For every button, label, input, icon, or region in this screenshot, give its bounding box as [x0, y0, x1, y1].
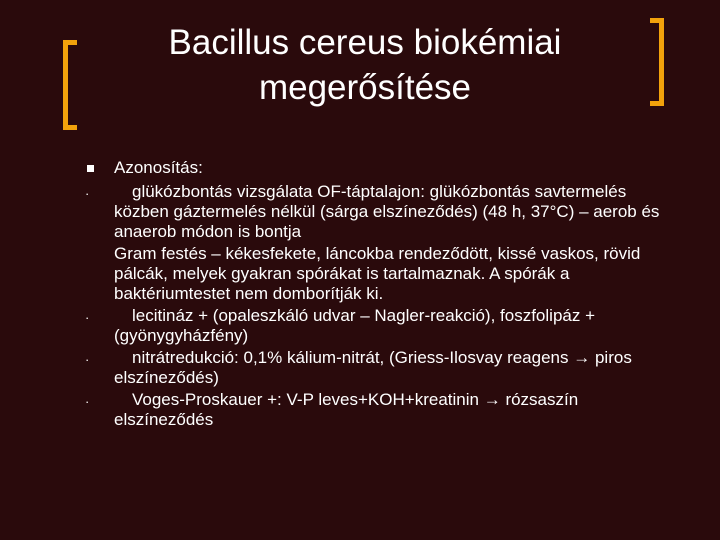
bullet-text: Gram festés – kékesfekete, láncokba rendeződött, kissé vaskos, rövid pálcák, melyek gyakran spórákat is tartalmaznak. A spórák a baktériumtestet nem domborítják ki. — [114, 244, 641, 303]
bullet-gram-festes — [85, 244, 675, 304]
right-bracket-decoration — [650, 18, 664, 106]
bullet-text: Voges-Proskauer +: V-P leves+KOH+kreatinin — [132, 390, 479, 409]
dot-bullet: · — [85, 186, 90, 201]
bullet-text: Azonosítás: — [114, 158, 203, 177]
bullet-text-after: rózsaszín elszíneződés — [114, 390, 579, 429]
bullet-voges-proskauer — [85, 390, 675, 430]
dot-bullet: · — [85, 394, 90, 409]
dot-bullet: · — [85, 352, 90, 367]
slide-content — [85, 158, 675, 430]
bullet-text: lecitináz + (opaleszkáló udvar – Nagler-reakció), foszfolipáz + (gyönygyházfény) — [114, 306, 596, 345]
left-bracket-decoration — [63, 40, 77, 130]
bullet-lecitinaz — [85, 306, 675, 346]
bullet-text: nitrátredukció: 0,1% kálium-nitrát, (Griess-Ilosvay reagens — [132, 348, 569, 367]
bullet-nitratredukcio — [85, 348, 675, 388]
bullet-azonositas — [85, 158, 675, 178]
title-line-1: Bacillus cereus biokémiai — [168, 23, 562, 62]
title-line-2: megerősítése — [258, 68, 472, 107]
bullet-glukozbontas — [85, 182, 675, 242]
arrow-right-icon: → — [573, 348, 591, 367]
bullet-text: glükózbontás vizsgálata OF-táptalajon: glükózbontás savtermelés közben gáztermelés nélkül (sárga elszíneződés) (48 h, 37°C) – aerob és anaerob módon is bontja — [114, 182, 660, 241]
slide-title — [90, 20, 640, 110]
dot-bullet: · — [85, 310, 90, 325]
bullet-text-after: piros elszíneződés) — [114, 348, 632, 387]
arrow-right-icon: → — [483, 390, 501, 409]
